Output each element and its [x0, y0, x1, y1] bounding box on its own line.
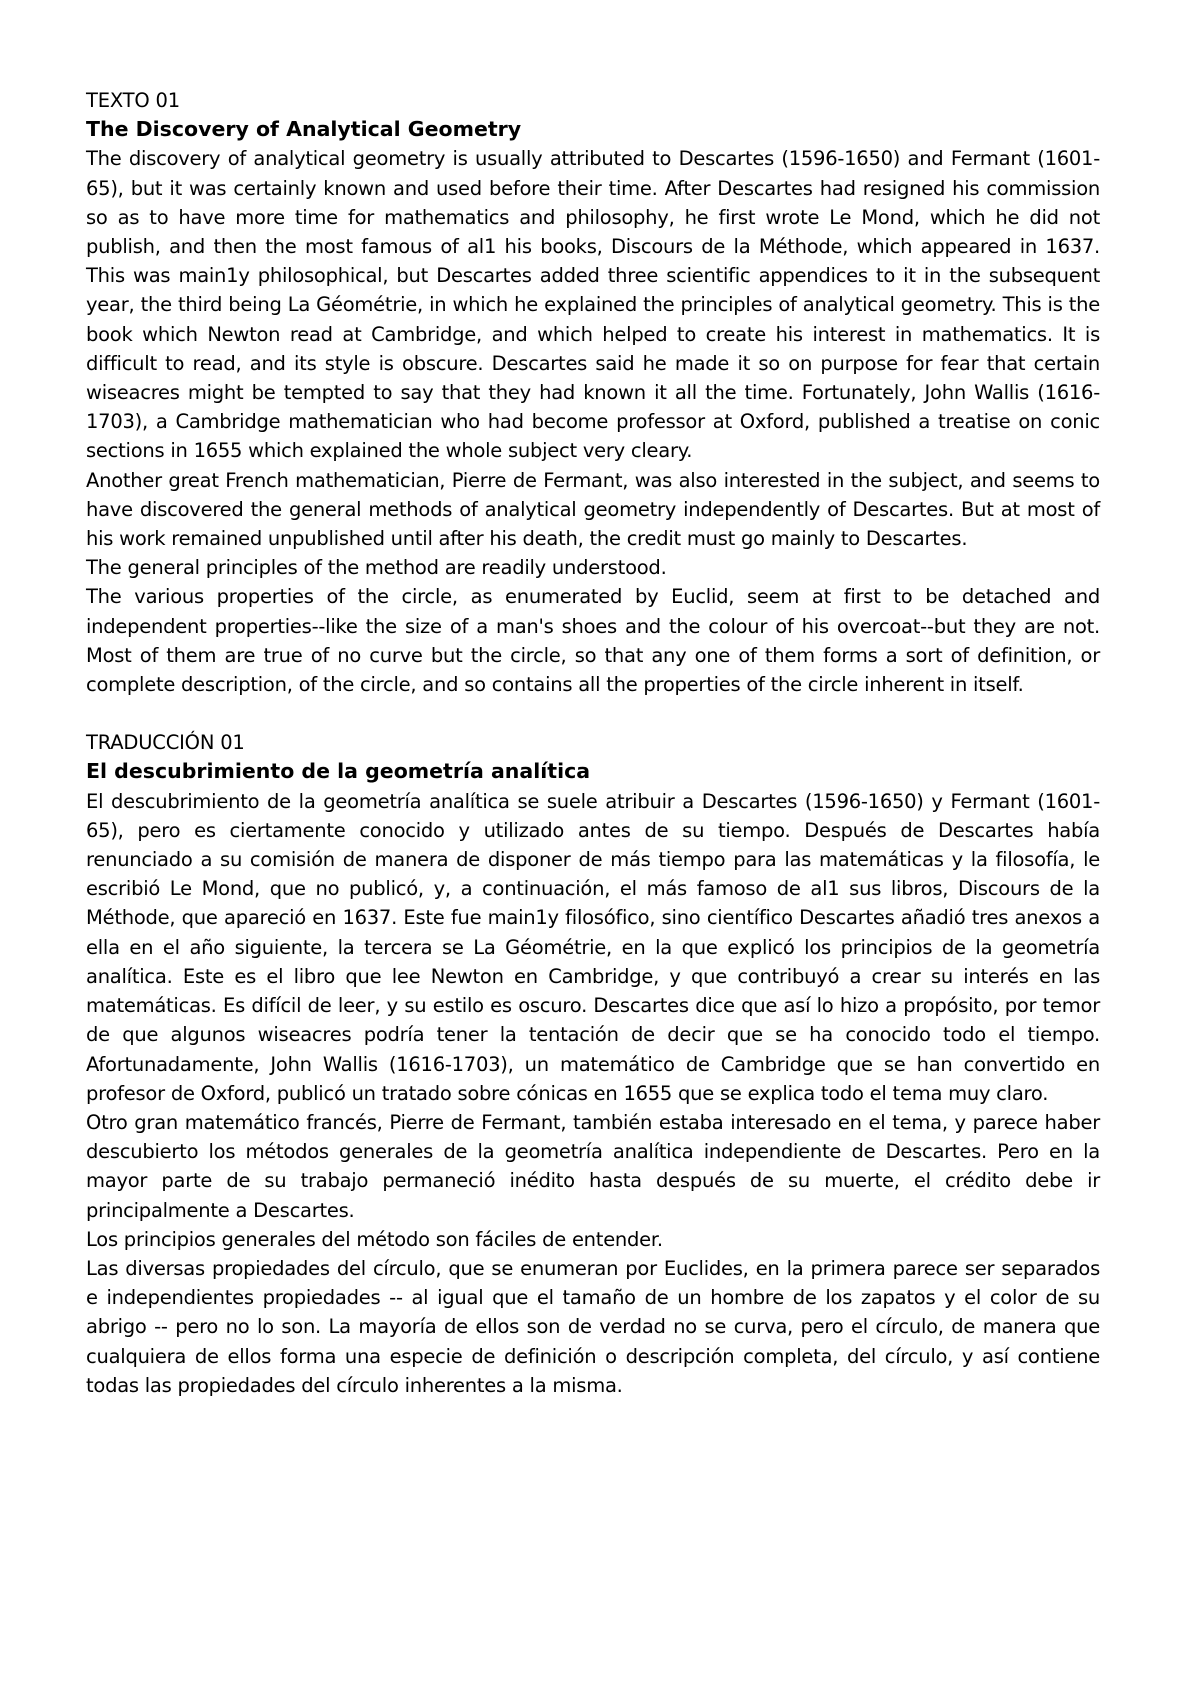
translation-paragraph: Otro gran matemático francés, Pierre de Fermant, también estaba interesado en el tema, y parece haber descubierto los métodos generales de la geometría analítica independiente de Descartes. Pero en la mayor parte de su trabajo permaneció inédito hasta después de su muerte, el crédito debe ir principalmente a Descartes.	[86, 1110, 1100, 1222]
spanish-translation-section	[86, 728, 1100, 1400]
english-text-section	[86, 86, 1100, 699]
text-paragraph: The various properties of the circle, as enumerated by Euclid, seem at first to be detached and independent properties--like the size of a man's shoes and the colour of his overcoat--but they are not. Most of them are true of no curve but the circle, so that any one of them forms a sort of definition, or complete description, of the circle, and so contains all the properties of the circle inherent in itself.	[86, 585, 1100, 697]
translation-paragraph: El descubrimiento de la geometría analítica se suele atribuir a Descartes (1596-1650) y Fermant (1601-65), pero es ciertamente conocido y utilizado antes de su tiempo. Después de Descartes había renunciado a su comisión de manera de disponer de más tiempo para las matemáticas y la filosofía, le escribió Le Mond, que no publicó, y, a continuación, el más famoso de al1 sus libros, Discours de la Méthode, que apareció en 1637. Este fue main1y filosófico, sino científico Descartes añadió tres anexos a ella en el año siguiente, la tercera se La Géométrie, en la que explicó los principios de la geometría analítica. Este es el libro que lee Newton en Cambridge, y que contribuyó a crear su interés en las matemáticas. Es difícil de leer, y su estilo es oscuro. Descartes dice que así lo hizo a propósito, por temor de que algunos wiseacres podría tener la tentación de decir que se ha conocido todo el tiempo. Afortunadamente, John Wallis (1616-1703), un matemático de Cambridge que se han convertido en profesor de Oxford, publicó un tratado sobre cónicas en 1655 que se explica todo el tema muy claro.	[86, 789, 1100, 1105]
translation-paragraph: Las diversas propiedades del círculo, que se enumeran por Euclides, en la primera parece ser separados e independientes propiedades -- al igual que el tamaño de un hombre de los zapatos y el color de su abrigo -- pero no lo son. La mayoría de ellos son de verdad no se curva, pero el círculo, de manera que cualquiera de ellos forma una especie de definición o descripción completa, del círculo, y así contiene todas las propiedades del círculo inherentes a la misma.	[86, 1256, 1100, 1397]
document-page	[86, 86, 1100, 1400]
text-paragraph: The general principles of the method are readily understood.	[86, 556, 667, 580]
text-title: The Discovery of Analytical Geometry	[86, 117, 522, 142]
translation-title: El descubrimiento de la geometría analítica	[86, 759, 591, 784]
translation-label: TRADUCCIÓN 01	[86, 731, 245, 755]
text-paragraph: The discovery of analytical geometry is usually attributed to Descartes (1596-1650) and Fermant (1601-65), but it was certainly known and used before their time. After Descartes had resigned his commission so as to have more time for mathematics and philosophy, he first wrote Le Mond, which he did not publish, and then the most famous of al1 his books, Discours de la Méthode, which appeared in 1637. This was main1y philosophical, but Descartes added three scientific appendices to it in the subsequent year, the third being La Géométrie, in which he explained the principles of analytical geometry. This is the book which Newton read at Cambridge, and which helped to create his interest in mathematics. It is difficult to read, and its style is obscure. Descartes said he made it so on purpose for fear that certain wiseacres might be tempted to say that they had known it all the time. Fortunately, John Wallis (1616-1703), a Cambridge mathematician who had become professor at Oxford, published a treatise on conic sections in 1655 which explained the whole subject very cleary.	[86, 147, 1100, 463]
translation-paragraph: Los principios generales del método son fáciles de entender.	[86, 1227, 663, 1251]
text-label: TEXTO 01	[86, 89, 180, 112]
text-paragraph: Another great French mathematician, Pierre de Fermant, was also interested in the subject, and seems to have discovered the general methods of analytical geometry independently of Descartes. But at most of his work remained unpublished until after his death, the credit must go mainly to Descartes.	[86, 468, 1100, 551]
